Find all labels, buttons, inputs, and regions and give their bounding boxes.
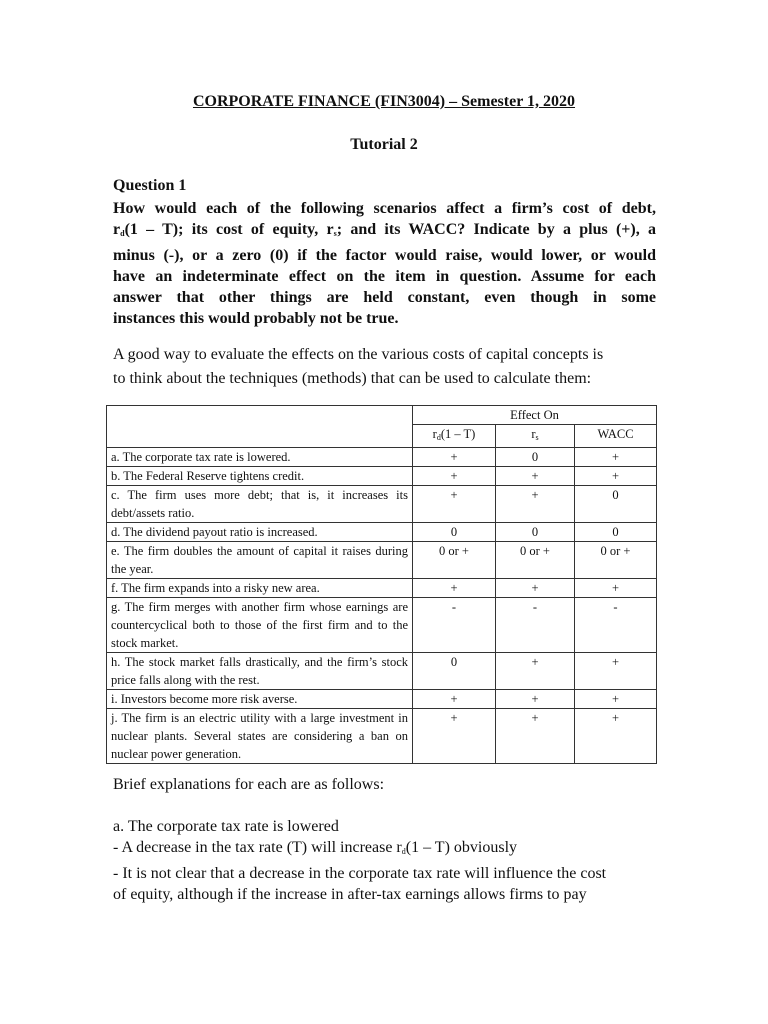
- explanation-a-heading: a. The corporate tax rate is lowered: [113, 817, 339, 835]
- rs-cell: 0: [496, 448, 575, 467]
- rd-cell: 0: [413, 653, 496, 690]
- rd-cell: -: [413, 598, 496, 653]
- factor-cell: a. The corporate tax rate is lowered.: [107, 448, 413, 467]
- wacc-cell: +: [575, 690, 657, 709]
- question-line: How would each of the following scenarios affect a firm’s cost of debt,: [113, 200, 656, 217]
- factor-cell: f. The firm expands into a risky new area.: [107, 579, 413, 598]
- question-line: answer that other things are held constant, even though in some: [113, 289, 656, 307]
- table-row: [107, 486, 657, 523]
- rd-cell: +: [413, 690, 496, 709]
- rs-cell: +: [496, 690, 575, 709]
- question-text: [113, 198, 656, 330]
- factor-cell: c. The firm uses more debt; that is, it increases its debt/assets ratio.: [107, 486, 413, 523]
- rs-cell: +: [496, 579, 575, 598]
- factor-cell: b. The Federal Reserve tightens credit.: [107, 467, 413, 486]
- wacc-cell: 0: [575, 523, 657, 542]
- table-header-blank: [107, 406, 413, 448]
- wacc-cell: +: [575, 653, 657, 690]
- intro-line: to think about the techniques (methods) that can be used to calculate them:: [113, 370, 592, 387]
- factor-cell: e. The firm doubles the amount of capital it raises during the year.: [107, 542, 413, 579]
- explanation-a-line: of equity, although if the increase in after-tax earnings allows firms to pay: [113, 886, 587, 903]
- wacc-cell: +: [575, 448, 657, 467]
- question-line: $r_d(1 - T)$; its cost of equity, $r_s$; and its WACC? Indicate by a plus (+), a: [113, 221, 656, 239]
- rd-cell: +: [413, 448, 496, 467]
- rd-cell: +: [413, 709, 496, 764]
- wacc-cell: +: [575, 709, 657, 764]
- rd-cell: 0 or +: [413, 542, 496, 579]
- rs-cell: 0: [496, 523, 575, 542]
- explanation-a-line: - A decrease in the tax rate (T) will increase $r_d(1 - T)$ obviously: [113, 839, 518, 856]
- rd-cell: +: [413, 579, 496, 598]
- wacc-cell: 0 or +: [575, 542, 657, 579]
- rs-cell: +: [496, 467, 575, 486]
- wacc-cell: -: [575, 598, 657, 653]
- question-line: have an indeterminate effect on the item in question. Assume for each: [113, 267, 656, 285]
- rs-cell: -: [496, 598, 575, 653]
- effect-on-header: Effect On: [413, 406, 657, 425]
- rs-cell: +: [496, 653, 575, 690]
- rs-cell: +: [496, 486, 575, 523]
- rd-cell: +: [413, 486, 496, 523]
- intro-line: A good way to evaluate the effects on the various costs of capital concepts is: [113, 346, 604, 363]
- explanations-section: [113, 774, 656, 906]
- explanations-intro: Brief explanations for each are as follows:: [113, 776, 385, 793]
- factor-cell: d. The dividend payout ratio is increased.: [107, 523, 413, 542]
- page-title: CORPORATE FINANCE (FIN3004) – Semester 1, 2020: [192, 93, 576, 110]
- rs-cell: 0 or +: [496, 542, 575, 579]
- intro-paragraph: [113, 343, 656, 391]
- rd-cell: +: [413, 467, 496, 486]
- explanation-a-line: - It is not clear that a decrease in the corporate tax rate will influence the cost: [113, 864, 607, 882]
- table-row: [107, 448, 657, 467]
- question-line: minus (-), or a zero (0) if the factor would raise, would lower, or would: [113, 246, 656, 264]
- table-row: [107, 523, 657, 542]
- wacc-cell: +: [575, 579, 657, 598]
- factor-cell: i. Investors become more risk averse.: [107, 690, 413, 709]
- col-header-wacc: WACC: [575, 425, 657, 448]
- table-row: [107, 690, 657, 709]
- table-row: [107, 709, 657, 764]
- page-subtitle: Tutorial 2: [350, 136, 418, 153]
- rd-cell: 0: [413, 523, 496, 542]
- factor-cell: j. The firm is an electric utility with a large investment in nuclear plants. Several states are considering a ban on nuclear power generation.: [107, 709, 413, 764]
- factor-cell: g. The firm merges with another firm whose earnings are countercyclical both to those of the first firm and to the stock market.: [107, 598, 413, 653]
- table-row: [107, 653, 657, 690]
- table-row: [107, 579, 657, 598]
- table-row: [107, 467, 657, 486]
- table-row: [107, 598, 657, 653]
- effects-table: [106, 405, 657, 764]
- table-row: [107, 542, 657, 579]
- wacc-cell: 0: [575, 486, 657, 523]
- col-header-rs: $r_s$: [496, 425, 575, 448]
- question-heading: Question 1: [113, 177, 187, 194]
- question-line: instances this would probably not be true.: [113, 310, 399, 328]
- factor-cell: h. The stock market falls drastically, and the firm’s stock price falls along with the rest.: [107, 653, 413, 690]
- wacc-cell: +: [575, 467, 657, 486]
- col-header-rd: $r_d(1 - T)$: [413, 425, 496, 448]
- rs-cell: +: [496, 709, 575, 764]
